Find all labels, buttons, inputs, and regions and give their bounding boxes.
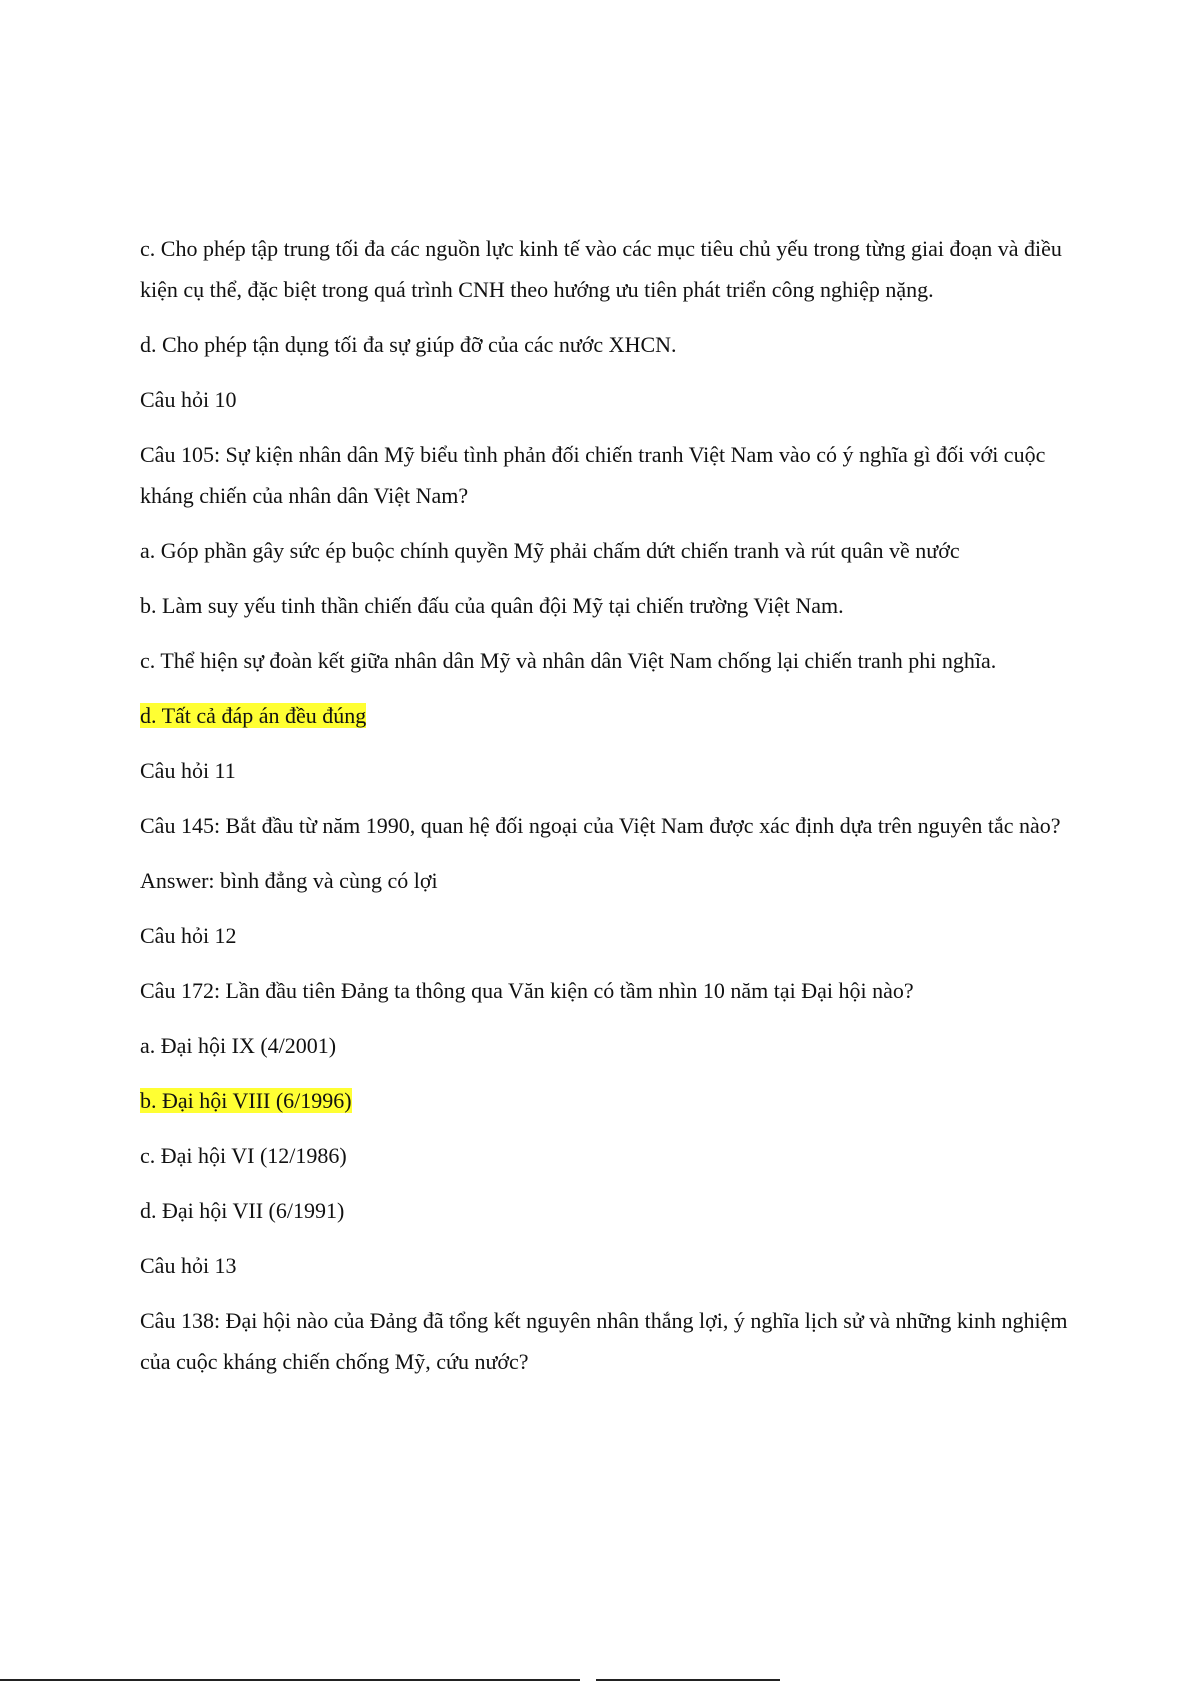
question-heading-13: Câu hỏi 13 (140, 1253, 237, 1278)
answer-option-b: b. Làm suy yếu tinh thần chiến đấu của quân đội Mỹ tại chiến trường Việt Nam. (140, 593, 844, 618)
answer-text: Answer: bình đẳng và cùng có lợi (140, 868, 438, 893)
question-text-138: Câu 138: Đại hội nào của Đảng đã tổng kết nguyên nhân thắng lợi, ý nghĩa lịch sử và những kinh nghiệm của cuộc kháng chiến chống Mỹ, cứu nước? (140, 1308, 1068, 1374)
answer-option-c: c. Đại hội VI (12/1986) (140, 1143, 347, 1168)
question-heading-11: Câu hỏi 11 (140, 758, 236, 783)
question-text-145: Câu 145: Bắt đầu từ năm 1990, quan hệ đối ngoại của Việt Nam được xác định dựa trên nguyên tắc nào? (140, 813, 1061, 838)
footer-divider (596, 1679, 780, 1681)
question-text-172: Câu 172: Lần đầu tiên Đảng ta thông qua Văn kiện có tầm nhìn 10 năm tại Đại hội nào? (140, 978, 914, 1003)
document-body (140, 228, 1070, 1396)
answer-option-a: a. Đại hội IX (4/2001) (140, 1033, 337, 1058)
answer-option-d: d. Đại hội VII (6/1991) (140, 1198, 345, 1223)
answer-option-d-correct (140, 695, 1070, 736)
footer-divider (0, 1679, 580, 1681)
answer-option-b-correct (140, 1080, 1070, 1121)
answer-option-d: d. Cho phép tận dụng tối đa sự giúp đỡ của các nước XHCN. (140, 332, 677, 357)
question-heading-10: Câu hỏi 10 (140, 387, 237, 412)
answer-option-a: a. Góp phần gây sức ép buộc chính quyền Mỹ phải chấm dứt chiến tranh và rút quân về nước (140, 538, 960, 563)
question-heading-12: Câu hỏi 12 (140, 923, 237, 948)
answer-option-c: c. Thể hiện sự đoàn kết giữa nhân dân Mỹ và nhân dân Việt Nam chống lại chiến tranh phi nghĩa. (140, 648, 997, 673)
highlighted-answer: d. Tất cả đáp án đều đúng (140, 703, 367, 728)
highlighted-answer: b. Đại hội VIII (6/1996) (140, 1088, 352, 1113)
answer-option-c: c. Cho phép tập trung tối đa các nguồn lực kinh tế vào các mục tiêu chủ yếu trong từng giai đoạn và điều kiện cụ thể, đặc biệt trong quá trình CNH theo hướng ưu tiên phát triển công nghiệp nặng. (140, 236, 1062, 302)
question-text-105: Câu 105: Sự kiện nhân dân Mỹ biểu tình phản đối chiến tranh Việt Nam vào có ý nghĩa gì đối với cuộc kháng chiến của nhân dân Việt Nam? (140, 442, 1046, 508)
